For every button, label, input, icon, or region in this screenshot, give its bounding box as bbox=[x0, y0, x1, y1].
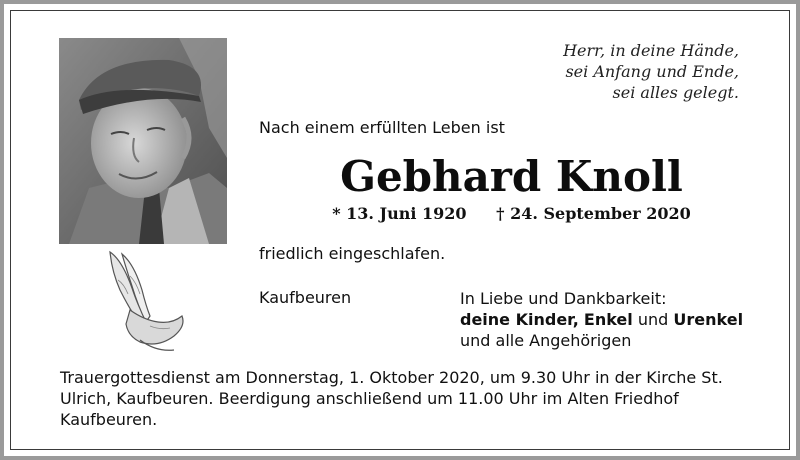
praying-hands-icon bbox=[100, 250, 188, 354]
mourners-line-3: und alle Angehörigen bbox=[460, 331, 632, 350]
service-info: Trauergottesdienst am Donnerstag, 1. Oktober 2020, um 9.30 Uhr in der Kirche St. Ulrich, Kaufbeuren. Beerdigung anschließend um 11.00 Uhr im Alten Friedhof Kaufbeuren. bbox=[60, 368, 723, 429]
verse-line-3: sei alles gelegt. bbox=[612, 83, 739, 102]
life-dates bbox=[259, 204, 764, 223]
birth-date: * 13. Juni 1920 bbox=[332, 204, 467, 223]
mourners-block bbox=[460, 288, 743, 351]
bible-verse bbox=[563, 40, 739, 103]
deceased-name: Gebhard Knoll bbox=[340, 152, 683, 201]
mourners-line-1: In Liebe und Dankbarkeit: bbox=[460, 289, 667, 308]
mourners-great-grandchildren: Urenkel bbox=[673, 310, 744, 329]
mourners-grandchildren: Enkel bbox=[583, 310, 633, 329]
death-date: † 24. September 2020 bbox=[496, 204, 691, 223]
city-name: Kaufbeuren bbox=[259, 288, 352, 307]
outro-text: friedlich eingeschlafen. bbox=[259, 244, 446, 263]
mourners-line-2 bbox=[460, 309, 743, 330]
verse-line-1: Herr, in deine Hände, bbox=[563, 41, 739, 60]
verse-line-2: sei Anfang und Ende, bbox=[565, 62, 739, 81]
mourners-children: deine Kinder, bbox=[460, 310, 579, 329]
portrait-photo bbox=[59, 38, 227, 244]
mourners-connector: und bbox=[637, 310, 669, 329]
intro-text: Nach einem erfüllten Leben ist bbox=[259, 118, 505, 137]
